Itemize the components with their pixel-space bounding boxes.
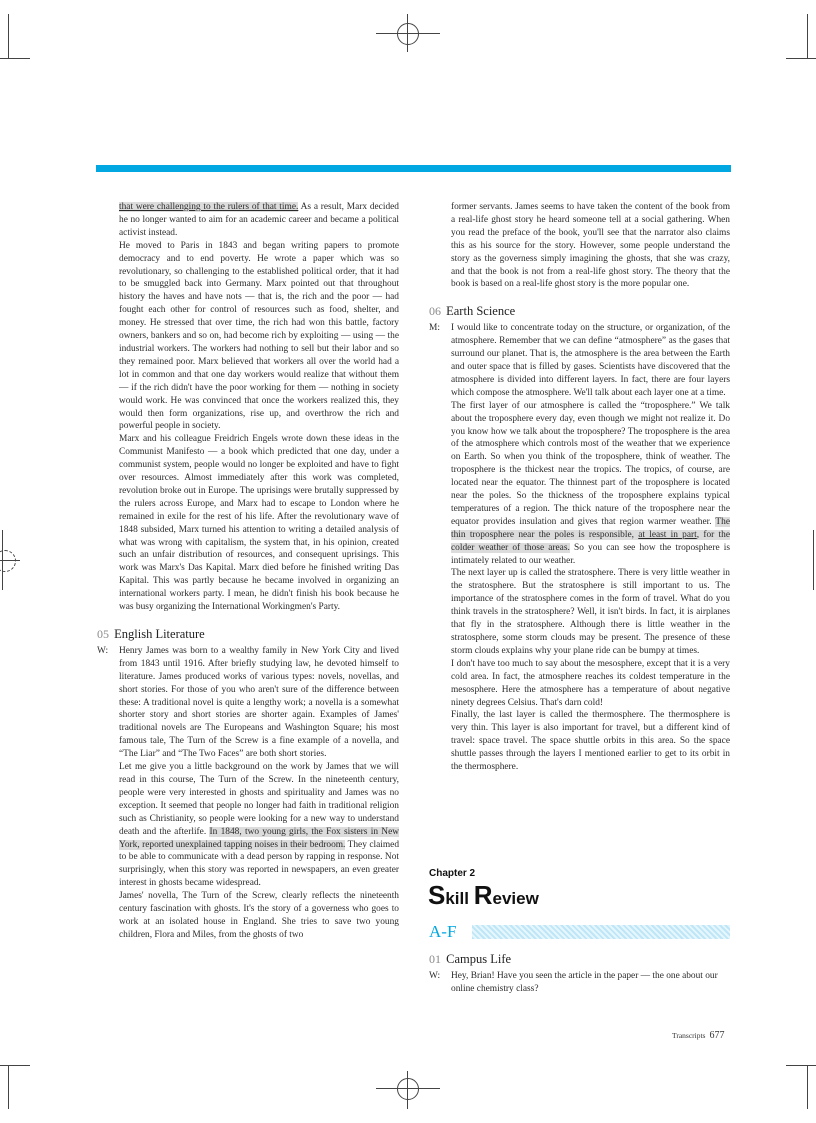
paragraph: He moved to Paris in 1843 and began writing papers to promote democracy and to end poverty. He wrote a paper which was so revolutionary, so challenging to the established political order, that it had to be smuggled back into Germany. Marx pointed out that throughout history the haves and have nots — that is, the rich and the poor — had fought each other for control of resources such as food, shelter, and money. He stressed that over time, the rich had won this battle, factory owners, bankers and so on, had become rich by exploiting — using — the industrial workers. The workers had nothing to sell but their labor and so they remained poor. Marx believed that workers all over the world had a lot in common and that one day workers would realize that without them — if the rich didn't have the poor working for them — nothing in society would work. He was convinced that once the workers realized this, they would then form organizations, rise up, and overthrow the rich and powerful people in society.	[119, 240, 399, 432]
speaker-label: M:	[429, 323, 440, 334]
decorative-pattern-bar	[472, 925, 730, 939]
paragraph: I don't have too much to say about the mesosphere, except that it is a very cold area. In fact, the atmosphere reaches its coldest temperature in the mesosphere. Here the atmosphere has a temperature of about negative ninety degrees Celsius. That's darn cold!	[451, 658, 730, 708]
transcript-block	[429, 322, 730, 774]
header-accent-bar	[96, 165, 731, 172]
right-column	[429, 201, 730, 774]
transcript-block	[97, 645, 400, 942]
section-heading-06: 06 Earth Science	[429, 304, 516, 319]
paragraph: James' novella, The Turn of the Screw, clearly reflects the nineteenth century fascination with ghosts. It's the story of a governess who goes to work at an isolated house in England. She tries to save two young children, Flora and Miles, from the ghosts of two	[119, 891, 399, 940]
crop-mark	[807, 14, 808, 58]
crop-mark	[786, 58, 816, 59]
chapter-label: Chapter 2	[429, 868, 476, 879]
crop-mark	[0, 58, 30, 59]
crop-mark	[807, 1065, 808, 1109]
crop-mark	[0, 1065, 30, 1066]
paragraph: that were challenging to the rulers of that time. As a result, Marx decided he no longer wanted to aim for an academic career and became a political activist instead.	[119, 202, 399, 238]
crop-mark	[786, 1065, 816, 1066]
paragraph: Let me give you a little background on the work by James that we will read in this course, The Turn of the Screw. In the nineteenth century, people were very interested in ghosts and spirituality and James was no exception. It seemed that people no longer had faith in traditional religion such as Christianity, so people were looking for a new way to understand death and the afterlife. In 1848, two young girls, the Fox sisters in New York, reported unexplained tapping noises in their bedroom. They claimed to be able to communicate with a dead person by rapping in response. Not surprisingly, when this story was reported in newspapers, an even greater interest in ghosts became widespread.	[119, 762, 400, 889]
paragraph: I would like to concentrate today on the structure, or organization, of the atmosphere. Remember that we can define “atmosphere” as the gases that surround our planet. That is, the atmosphere is the area between the Earth and outer space that is filled by gases. Scientists have discovered that the atmosphere is divided into different layers. In fact, there are four layers which compose the atmosphere. We'll talk about each layer one at a time.	[451, 323, 730, 398]
paragraph: Marx and his colleague Freidrich Engels wrote down these ideas in the Communist Manifesto — a book which predicted that one day, under a communist system, people would no longer be exploited and have to fight over resources. Almost immediately after this work was completed, revolution broke out in Europe. The uprisings were brutally suppressed by the rulers across Europe, and Marx had to escape to London where he remained in exile for the rest of his life. After the revolutionary wave of 1848 subsided, Marx turned his attention to writing a detailed analysis of what was wrong with capitalism, the system that, in his opinion, created such an unfair distribution of resources, and consequent uprisings. This work was Marx's Das Kapital. Marx died before he finished writing Das Kapital. This was partly because he became involved in organizing an international workers party. I mean, he didn't finish his book because he was busy organizing the International Workingmen's Party.	[119, 434, 399, 613]
page-footer: Transcripts 677	[672, 1030, 725, 1041]
section-heading-05: 05 English Literature	[97, 627, 205, 641]
left-column	[97, 201, 400, 942]
campus-life-section	[429, 953, 730, 996]
speaker-label: W:	[97, 645, 109, 656]
crop-mark	[8, 14, 9, 58]
paragraph: Henry James was born to a wealthy family in New York City and lived from 1843 until 1916. After briefly studying law, he devoted himself to literature. James produced works of various types: novels, novellas, and short stories. For those of you who aren't sure of the difference between these: A traditional novel is quite a lengthy work; a novella is a somewhat shorter story and short stories are shorter again. Examples of James' traditional novels are The Europeans and Washington Square; his most famous tale, The Turn of the Screw is a fine example of a novella, and “The Liar” and “The Two Faces” are both short stories.	[119, 645, 399, 760]
paragraph: Hey, Brian! Have you seen the article in the paper — the one about our online chemistry class?	[451, 970, 718, 994]
page-number: 677	[709, 1030, 725, 1041]
paragraph: The next layer up is called the stratosphere. There is very little weather in the stratosphere. But the stratosphere is still important to us. The importance of the stratosphere comes in the form of travel. What do you think travels in the stratosphere? Well, it isn't birds. In fact, it is airplanes that fly in the stratosphere. Although there is little weather in the stratosphere, some storm clouds may be present. The presence of these storm clouds explains why your plane ride can be bumpy at times.	[451, 568, 730, 656]
paragraph: The first layer of our atmosphere is called the “troposphere.” We talk about the troposphere every day, even though we might not realize it. Do you know how we talk about the troposphere? The troposphere is the area of the atmosphere which controls most of the weather that we experience on Earth. So when you think of the troposphere, think of weather. The troposphere is the thickest near the tropics. The tropics, of course, are located near the equator. The thinnest part of the troposphere is located near the poles. So the thickness of the troposphere explains typical temperatures of a region. The thick nature of the troposphere near the equator provides insulation and gives that region warmer weather. The thin troposphere near the poles is responsible, at least in part, for the colder weather of those areas. So you can see how the troposphere is intimately related to our weather.	[451, 400, 730, 566]
section-range-label: A-F	[429, 922, 457, 941]
paragraph: Finally, the last layer is called the thermosphere. The thermosphere is very thin. This layer is also important for travel, but a different kind of travel: space travel. The space shuttle orbits in this area. So the space shuttle passes through the layers I mentioned earlier to get to its orbit in the thermosphere.	[451, 710, 730, 773]
crop-mark	[8, 1065, 9, 1109]
transcript-block	[429, 970, 730, 996]
section-heading-01: 01 Campus Life	[429, 952, 512, 966]
chapter-title: Skill Review	[428, 880, 539, 910]
speaker-label: W:	[429, 970, 441, 981]
paragraph: former servants. James seems to have taken the content of the book from a real-life ghost story he heard someone tell at a social gathering. When you read the preface of the book, you'll see that the narrator also claims this as his source for the story. However, some people understand the story as the governess simply imagining the ghosts, that she was crazy, and that the book is not from a real-life ghost story. The theory that the book is based on a real-life ghost story is the more popular one.	[451, 202, 730, 290]
